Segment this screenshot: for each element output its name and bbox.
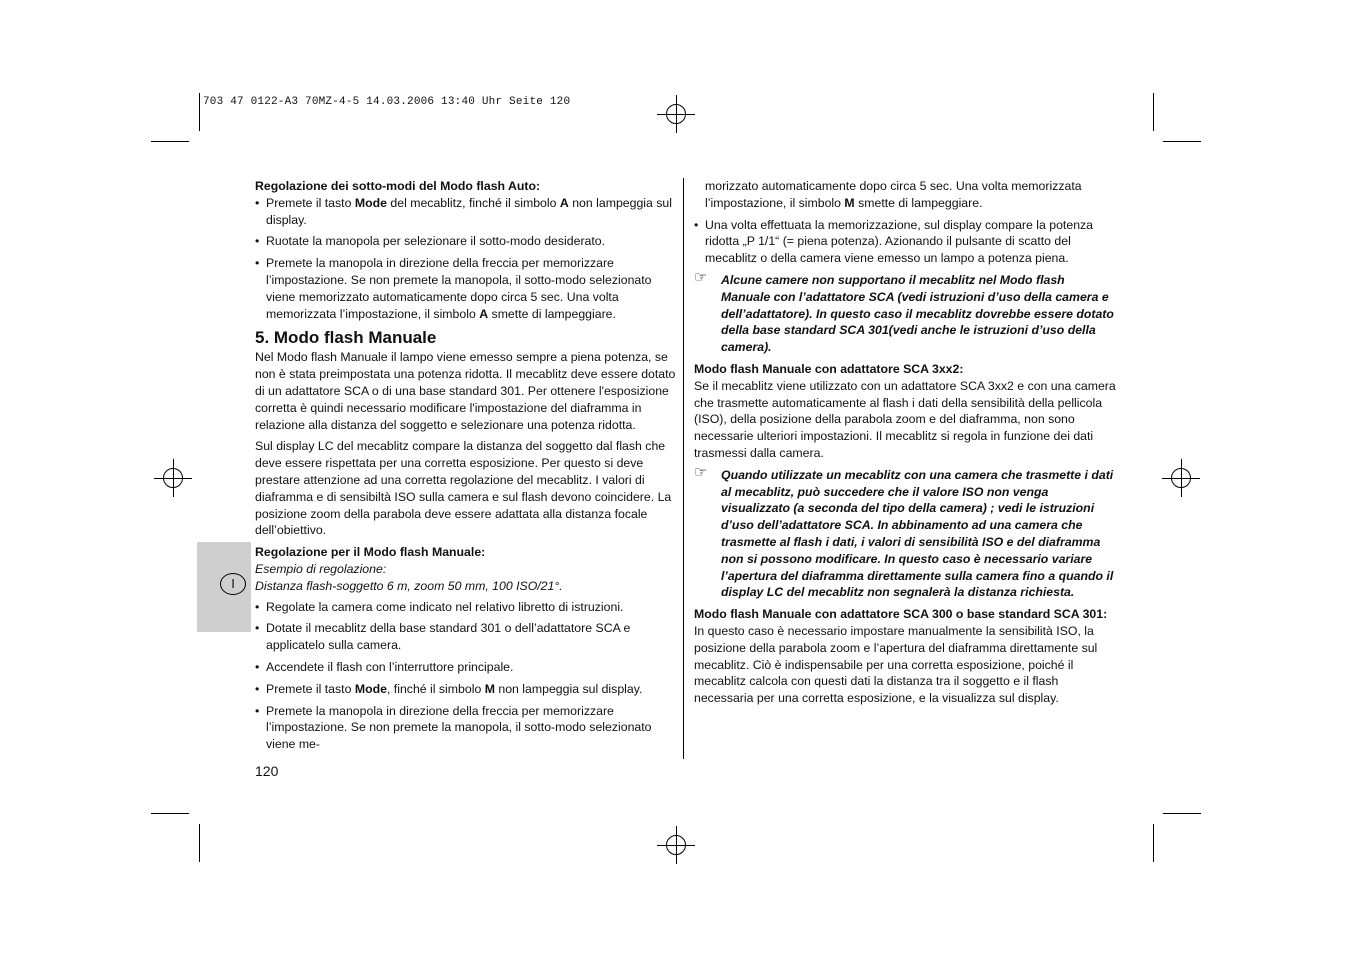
section-heading: Regolazione per il Modo flash Manuale: <box>255 545 486 560</box>
crop-mark <box>1163 141 1201 142</box>
language-tab-label: I <box>220 573 246 595</box>
crop-mark <box>199 824 200 862</box>
paragraph: Se il mecablitz viene utilizzato con un adattatore SCA 3xx2 e con una camera che trasmette automaticamente al flash i dati della sensibilità della pellicola (ISO), della posizione della parabola zoom e del diaframma, non sono necessarie ulteriori impostazioni. Il mecablitz si regola in funzione dei dati trasmessi dalla camera. <box>694 378 1116 460</box>
crop-mark <box>1153 93 1154 131</box>
crop-mark <box>1153 824 1154 862</box>
pointing-hand-icon: ☞ <box>694 463 708 481</box>
section-heading: Regolazione dei sotto-modi del Modo flash Auto: <box>255 179 541 193</box>
section-heading: Modo flash Manuale con adattatore SCA 300 o base standard SCA 301: <box>694 607 1108 622</box>
registration-mark <box>154 459 192 497</box>
bullet-item: • Dotate il mecablitz della base standard 301 o dell’adattatore SCA e applicatelo sulla camera. <box>255 621 631 653</box>
crop-mark <box>1163 813 1201 814</box>
crop-mark <box>151 813 189 814</box>
column-divider <box>683 178 684 759</box>
bullet-item: • Premete la manopola in direzione della freccia per memorizzare l’impostazione. Se non premete la manopola, il sotto-modo selezionato viene me- <box>255 703 652 752</box>
bullet-item: • Premete il tasto Mode del mecablitz, finché il simbolo A non lampeggia sul display. <box>255 195 673 227</box>
bullet-item: • Premete il tasto Mode, finché il simbolo M non lampeggia sul display. <box>255 681 643 696</box>
paragraph: In questo caso è necessario impostare manualmente la sensibilità ISO, la posizione della parabola zoom e l’apertura del diaframma direttamente sul mecablitz. Ciò è indispensabile per una corretta esposizione, poiché il mecablitz calcola con questi dati la distanza tra il soggetto e il flash necessaria per una corretta esposizione, e la visualizza sul display. <box>694 623 1098 706</box>
bullet-item: • Accendete il flash con l’interruttore principale. <box>255 659 514 674</box>
bullet-item: • Regolate la camera come indicato nel relativo libretto di istruzioni. <box>255 599 624 614</box>
bullet-item: • Una volta effettuata la memorizzazione, sul display compare la potenza ridotta „P 1/1“ (= piena potenza). Azionando il pulsante di scatto del mecablitz o della camera viene emesso un lampo a potenza piena. <box>694 217 1094 266</box>
left-column <box>255 178 677 758</box>
section-heading: Modo flash Manuale con adattatore SCA 3xx2: <box>694 361 964 376</box>
paragraph: Nel Modo flash Manuale il lampo viene emesso sempre a piena potenza, se non è stata preimpostata una potenza ridotta. Il mecablitz deve essere dotato di un adattatore SCA o di una base standard 301. Per ottenere l'esposizione corretta è quindi necessario modificare l'impostazione del diaframma in relazione alla distanza del soggetto e selezionare una potenza ridotta. <box>255 350 676 432</box>
note-block: ☞ Quando utilizzate un mecablitz con una camera che trasmette i dati al mecablitz, può succedere che il valore ISO non venga visualizzato (a seconda del tipo della camera) ; vedi le istruzioni d’uso dell’adattatore SCA. In abbinamento ad una camera che trasmette al flash i dati, i valori di sensibilità ISO e del diaframma non si possono modificare. In questo caso è necessario variare l’apertura del diaframma direttamente sulla camera fino a quando il display LC del mecablitz non segnalerà la distanza richiesta. <box>694 463 1114 600</box>
crop-mark <box>199 93 200 131</box>
bullet-continuation: morizzato automaticamente dopo circa 5 sec. Una volta memorizzata l’impostazione, il simbolo M smette di lampeggiare. <box>705 179 1082 210</box>
registration-mark <box>657 95 695 133</box>
crop-mark <box>151 141 189 142</box>
page-number: 120 <box>255 763 279 779</box>
bullet-item: • Ruotate la manopola per selezionare il sotto-modo desiderato. <box>255 234 606 249</box>
pointing-hand-icon: ☞ <box>694 268 708 286</box>
example-values: Distanza flash-soggetto 6 m, zoom 50 mm, 100 ISO/21°. <box>255 578 563 593</box>
right-column <box>694 178 1116 707</box>
print-header: 703 47 0122-A3 70MZ-4-5 14.03.2006 13:40 Uhr Seite 120 <box>203 96 571 108</box>
registration-mark <box>1162 459 1200 497</box>
chapter-title: 5. Modo flash Manuale <box>255 328 437 348</box>
registration-mark <box>657 826 695 864</box>
example-label: Esempio di regolazione: <box>255 561 387 576</box>
note-block: ☞ Alcune camere non supportano il mecablitz nel Modo flash Manuale con l’adattatore SCA (vedi istruzioni d’uso della camera e dell’adattatore). In questo caso il mecablitz dovrebbe essere dotato della base standard SCA 301(vedi anche le istruzioni d’uso della camera). <box>694 268 1114 355</box>
bullet-item: • Premete la manopola in direzione della freccia per memorizzare l’impostazione. Se non premete la manopola, il sotto-modo selezionato viene memorizzato automaticamente dopo circa 5 sec. Una volta memorizzata l’impostazione, il simbolo A smette di lampeggiare. <box>255 256 652 321</box>
paragraph: Sul display LC del mecablitz compare la distanza del soggetto dal flash che deve essere rispettata per una corretta esposizione. Per questo si deve prestare attenzione ad una corretta regolazione del mecablitz. I valori di diaframma e di sensibiltà ISO sulla camera e sul flash devono coincidere. La posizione zoom della parabola deve essere adattata alla distanza focale dell’obiettivo. <box>255 439 672 538</box>
